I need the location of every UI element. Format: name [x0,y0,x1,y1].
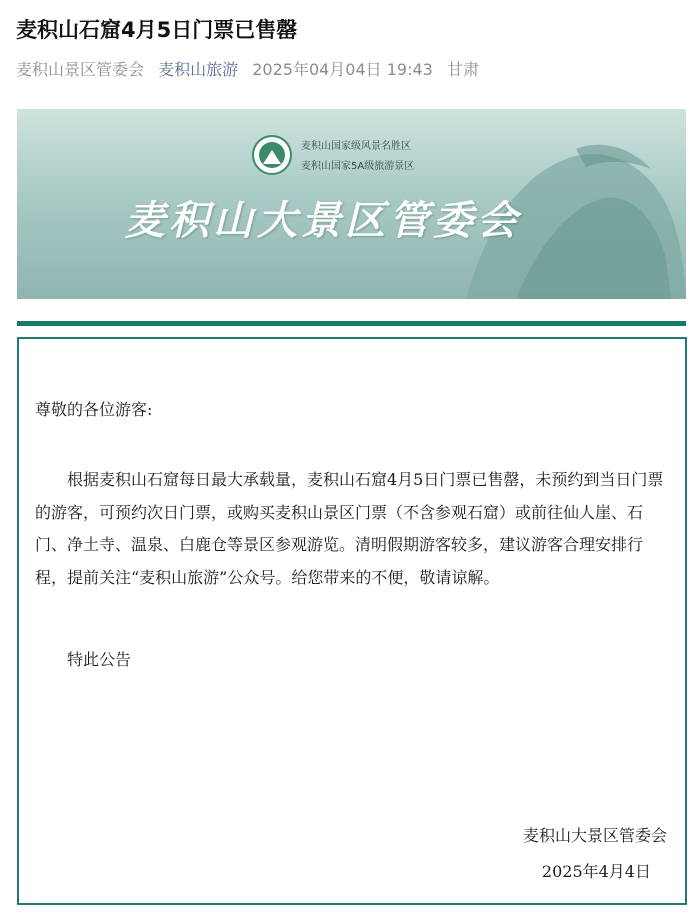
notice-closing: 特此公告 [67,650,132,669]
notice-box [17,337,687,905]
notice-signature: 麦积山大景区管委会 [522,826,667,845]
publish-datetime: 2025年04月04日 19:43 [252,60,433,79]
article-title: 麦积山石窟4月5日门票已售罄 [16,18,298,42]
banner-heading: 麦积山大景区管委会 [125,197,521,244]
account-link[interactable]: 麦积山旅游 [158,60,239,79]
header-banner-image [17,109,686,299]
author-name: 麦积山景区管委会 [16,60,145,79]
divider-bar [17,321,686,326]
banner-subtitle-2: 麦积山国家5A级旅游景区 [301,161,415,172]
notice-greeting: 尊敬的各位游客: [35,400,153,419]
notice-date: 2025年4月4日 [541,862,651,881]
publish-location: 甘肃 [446,60,479,79]
scenic-area-logo-icon [252,135,292,175]
banner-subtitle-1: 麦积山国家级风景名胜区 [301,141,411,152]
notice-body: 根据麦积山石窟每日最大承载量，麦积山石窟4月5日门票已售罄，未预约到当日门票的游客，可预约次日门票，或购买麦积山景区门票（不含参观石窟）或前往仙人崖、石门、净土寺、温泉、白鹿仓等景区参观游览。清明假期游客较多，建议游客合理安排行程，提前关注“麦积山旅游”公众号。给您带来的不便，敬请谅解。 [35,470,664,587]
article-meta [16,57,488,80]
